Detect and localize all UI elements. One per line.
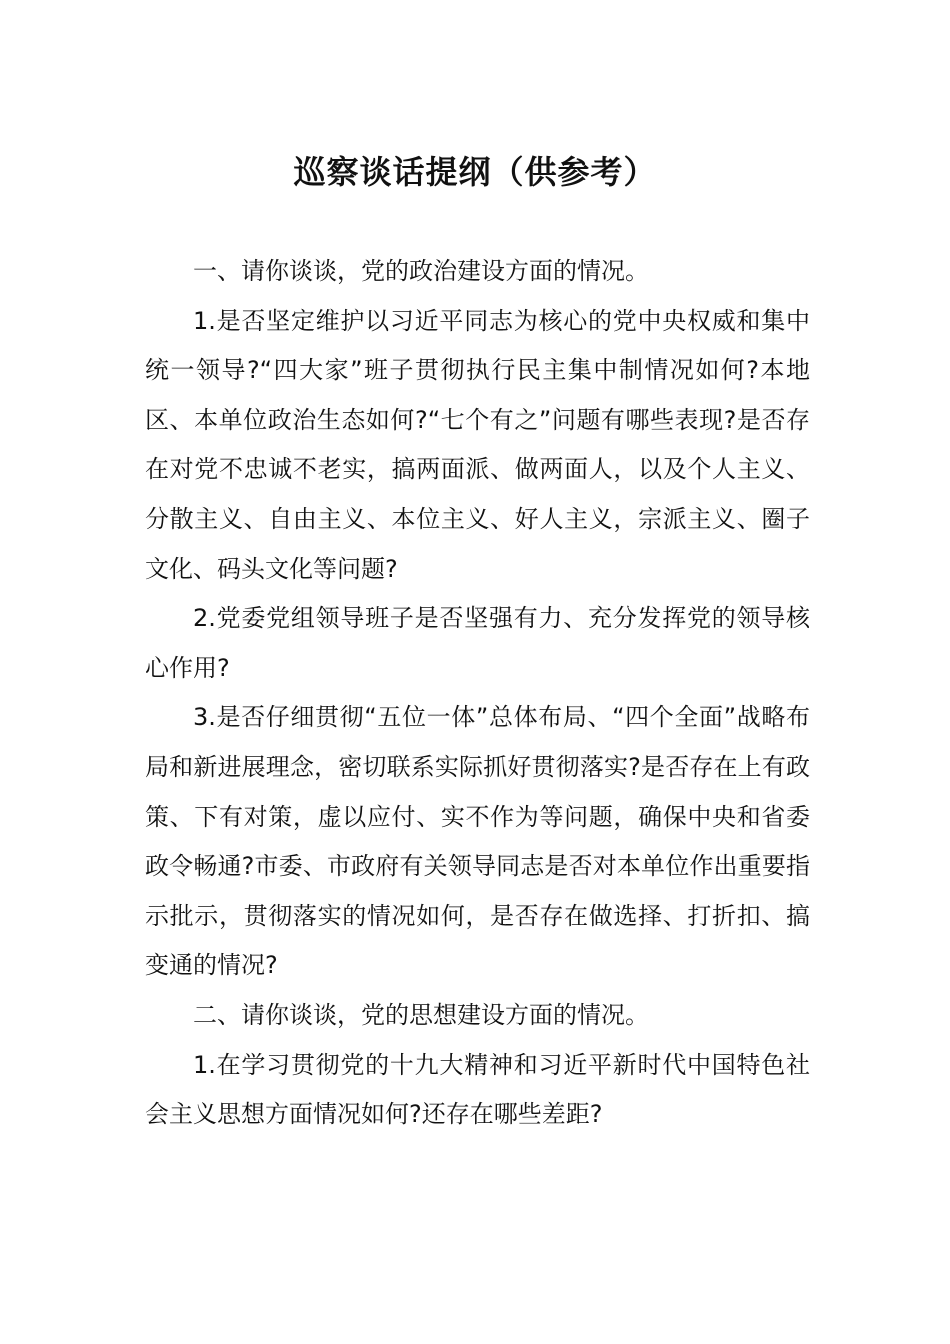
question-paragraph: 3.是否仔细贯彻“五位一体”总体布局、“四个全面”战略布局和新进展理念，密切联系实际抓好贯彻落实?是否存在上有政策、下有对策，虚以应付、实不作为等问题，确保中央和省委政令畅通?市委、市政府有关领导同志是否对本单位作出重要指示批示，贯彻落实的情况如何，是否存在做选择、打折扣、搞变通的情况?: [145, 703, 810, 980]
document-body: [145, 247, 810, 1140]
section-heading-political: 一、请你谈谈，党的政治建设方面的情况。: [193, 257, 649, 285]
section-heading-ideological: 二、请你谈谈，党的思想建设方面的情况。: [193, 1000, 649, 1029]
question-paragraph: 1.在学习贯彻党的十九大精神和习近平新时代中国特色社会主义思想方面情况如何?还存在哪些差距?: [145, 1050, 810, 1129]
question-paragraph: 2.党委党组领导班子是否坚强有力、充分发挥党的领导核心作用?: [145, 604, 810, 682]
question-paragraph: 1.是否坚定维护以习近平同志为核心的党中央权威和集中统一领导?“四大家”班子贯彻执行民主集中制情况如何?本地区、本单位政治生态如何?“七个有之”问题有哪些表现?是否存在对党不忠诚不老实，搞两面派、做两面人，以及个人主义、分散主义、自由主义、本位主义、好人主义，宗派主义、圈子文化、码头文化等问题?: [145, 306, 810, 583]
document-title: 巡察谈话提纲（供参考）: [293, 153, 657, 191]
